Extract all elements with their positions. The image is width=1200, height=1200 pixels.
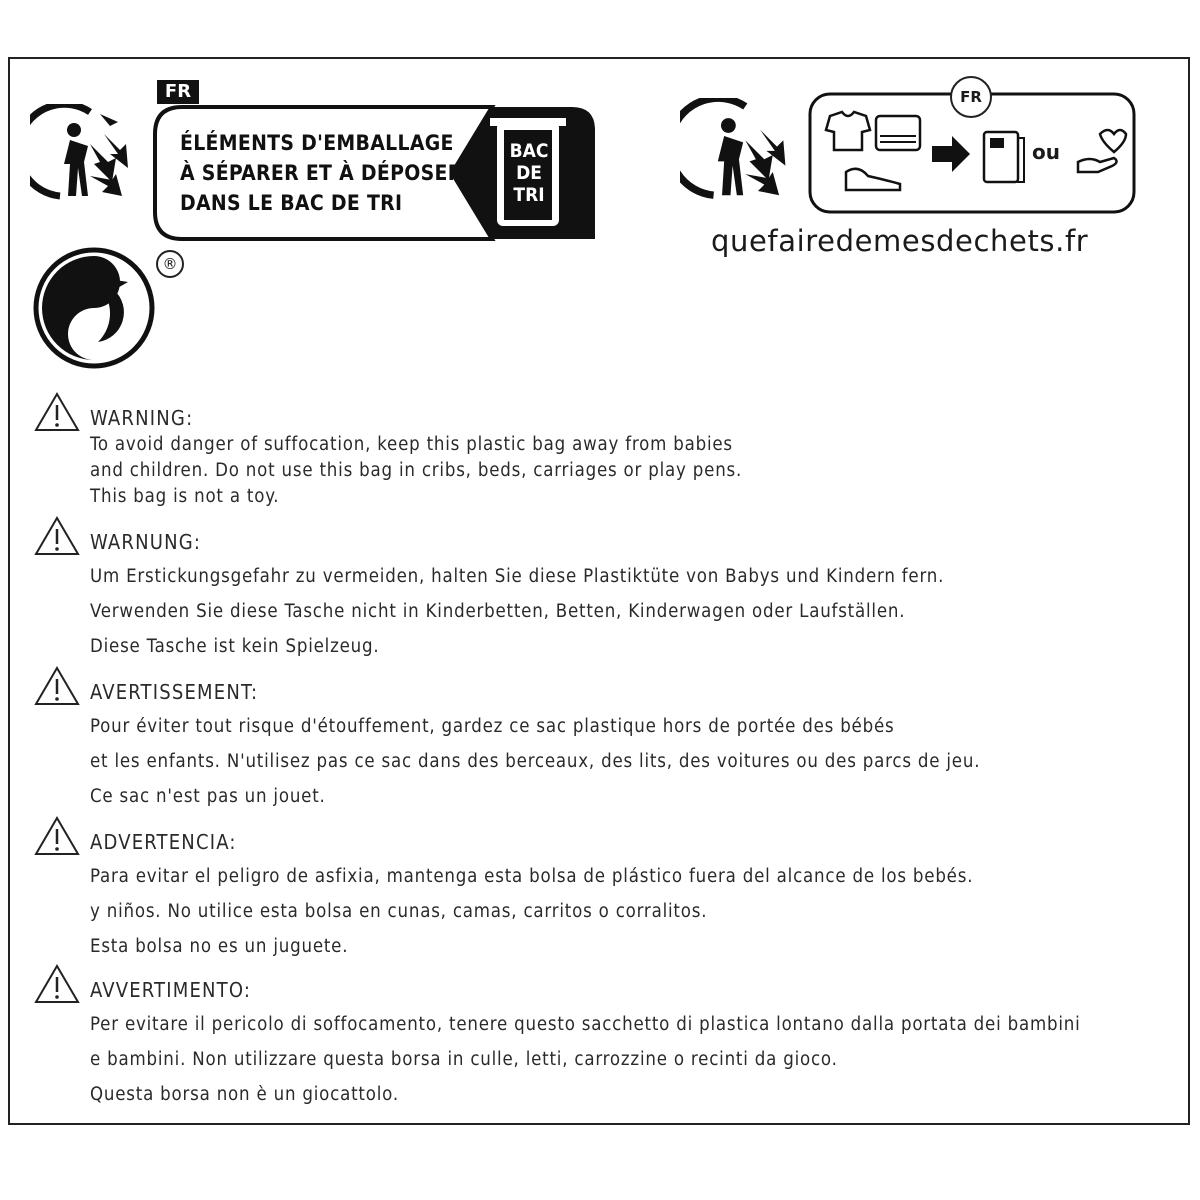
bin-label — [507, 140, 551, 206]
bin-label-line: DE — [516, 162, 542, 184]
warning-line: Ce sac n'est pas un jouet. — [90, 786, 326, 807]
warning-triangle-icon — [34, 666, 80, 706]
warning-triangle-icon — [34, 816, 80, 856]
warning-line: e bambini. Non utilizzare questa borsa in culle, letti, carrozzine o recinti da gioco. — [90, 1049, 838, 1070]
fr-tag: FR — [157, 80, 199, 104]
warning-line: This bag is not a toy. — [90, 486, 280, 507]
warning-line: Per evitare il pericolo di soffocamento, tenere questo sacchetto di plastica lontano dalla portata dei bambini — [90, 1014, 1081, 1035]
warning-triangle-icon — [34, 516, 80, 556]
warning-line: y niños. No utilice esta bolsa en cunas, camas, carritos o corralitos. — [90, 901, 708, 922]
warning-line: and children. Do not use this bag in cribs, beds, carriages or play pens. — [90, 460, 743, 481]
website-link[interactable]: quefairedemesdechets.fr — [711, 224, 1089, 258]
bin-label-line: BAC — [509, 140, 549, 162]
warning-triangle-icon — [34, 964, 80, 1004]
bin-label-line: TRI — [513, 184, 545, 206]
warning-title: AVERTISSEMENT: — [90, 680, 259, 704]
banner-line: ÉLÉMENTS D'EMBALLAGE — [180, 131, 454, 155]
warning-line: et les enfants. N'utilisez pas ce sac dans des berceaux, des lits, des voitures ou des parcs de jeu. — [90, 751, 981, 772]
warning-line: Questa borsa non è un giocattolo. — [90, 1084, 399, 1105]
or-label: ou — [1032, 140, 1060, 164]
green-dot-icon — [32, 246, 156, 370]
warning-line: Para evitar el peligro de asfixia, mantenga esta bolsa de plástico fuera del alcance de los bebés. — [90, 866, 974, 887]
warning-line: Pour éviter tout risque d'étouffement, gardez ce sac plastique hors de portée des bébés — [90, 716, 895, 737]
warning-line: Um Erstickungsgefahr zu vermeiden, halten Sie diese Plastiktüte von Babys und Kindern fern. — [90, 566, 945, 587]
warning-line: To avoid danger of suffocation, keep this plastic bag away from babies — [90, 434, 733, 455]
triman-logo-icon — [30, 104, 140, 210]
warning-title: WARNING: — [90, 406, 194, 430]
warning-title: ADVERTENCIA: — [90, 830, 237, 854]
banner-text — [180, 128, 463, 218]
fr-badge: FR — [950, 76, 992, 118]
warning-title: AVVERTIMENTO: — [90, 978, 252, 1002]
warning-line: Verwenden Sie diese Tasche nicht in Kinderbetten, Betten, Kinderwagen oder Laufställen. — [90, 601, 906, 622]
triman-logo-right-icon — [680, 98, 800, 210]
warning-line: Diese Tasche ist kein Spielzeug. — [90, 636, 380, 657]
warning-triangle-icon — [34, 392, 80, 432]
banner-line: DANS LE BAC DE TRI — [180, 191, 403, 215]
banner-line: À SÉPARER ET À DÉPOSER — [180, 161, 463, 185]
registered-mark: ® — [156, 250, 184, 278]
warning-line: Esta bolsa no es un juguete. — [90, 936, 349, 957]
warning-title: WARNUNG: — [90, 530, 202, 554]
